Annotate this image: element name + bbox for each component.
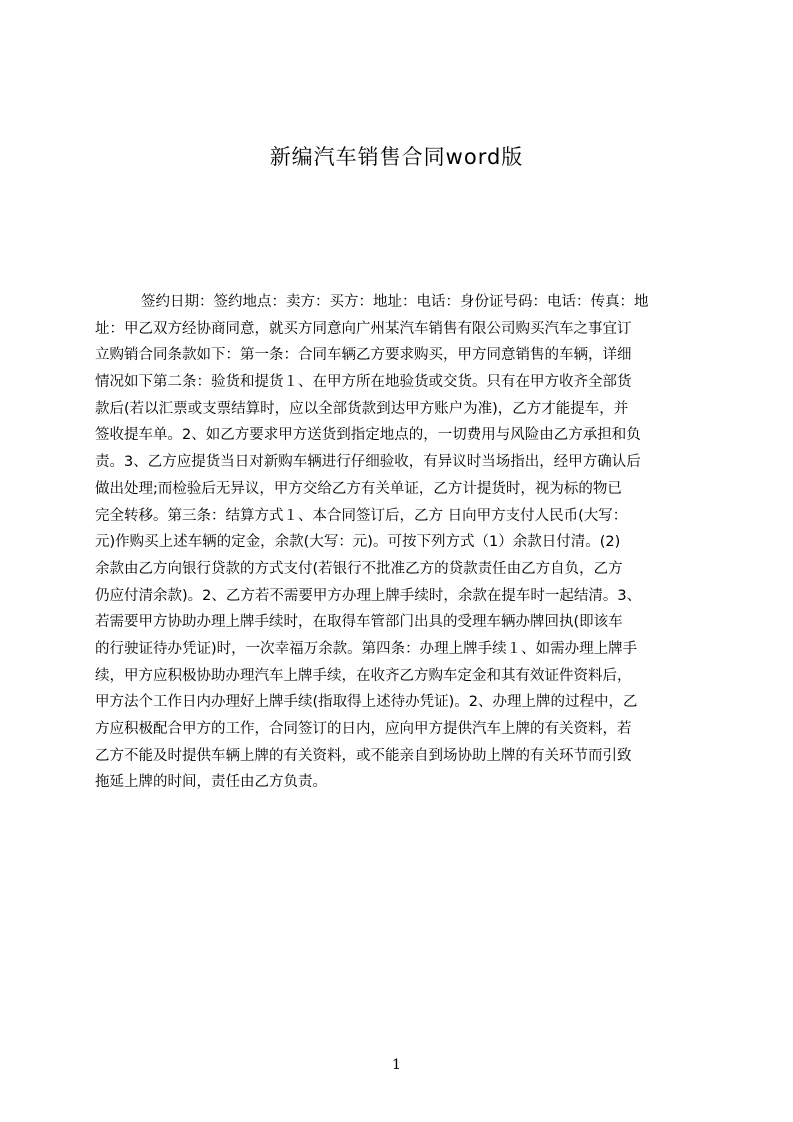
body-line: 拖延上牌的时间，责任由乙方负责。 <box>95 774 327 791</box>
body-line: 元)作购买上述车辆的定金，余款(大写：元)。可按下列方式（1）余款日付清。(2) <box>95 534 621 551</box>
body-line: 余款由乙方向银行贷款的方式支付(若银行不批准乙方的贷款责任由乙方自负，乙方 <box>95 560 623 577</box>
page-number: 1 <box>392 1057 401 1073</box>
body-line: 址：甲乙双方经协商同意，就买方同意向广州某汽车销售有限公司购买汽车之事宜订 <box>95 320 632 337</box>
body-line: 做出处理;而检验后无异议，甲方交给乙方有关单证，乙方计提货时，视为标的物已 <box>95 480 622 497</box>
body-line: 款后(若以汇票或支票结算时，应以全部货款到达甲方账户为准)，乙方才能提车，并 <box>95 400 629 417</box>
body-line: 续，甲方应积极协助办理汽车上牌手续，在收齐乙方购车定金和其有效证件资料后， <box>95 667 632 684</box>
body-line: 的行驶证待办凭证)时，一次幸福万余款。第四条：办理上牌手续１、如需办理上牌手 <box>95 640 638 657</box>
body-line: 情况如下第二条：验货和提货１、在甲方所在地验货或交货。只有在甲方收齐全部货 <box>95 374 632 391</box>
body-line: 签收提车单。2、如乙方要求甲方送货到指定地点的，一切费用与风险由乙方承担和负 <box>95 427 641 444</box>
body-line: 完全转移。第三条：结算方式１、本合同签订后，乙方 日向甲方支付人民币(大写： <box>95 507 628 524</box>
body-line: 责。3、乙方应提货当日对新购车辆进行仔细验收，有异议时当场指出，经甲方确认后 <box>95 454 641 471</box>
contract-body <box>95 289 698 801</box>
body-line: 仍应付清余款)。2、乙方若不需要甲方办理上牌手续时，余款在提车时一起结清。3、 <box>95 587 642 604</box>
body-line: 方应积极配合甲方的工作，合同签订的日内，应向甲方提供汽车上牌的有关资料，若 <box>95 721 632 737</box>
body-line: 甲方法个工作日内办理好上牌手续(指取得上述待办凭证)。2、办理上牌的过程中，乙 <box>95 694 638 711</box>
body-line: 乙方不能及时提供车辆上牌的有关资料，或不能亲自到场协助上牌的有关环节而引致 <box>95 747 632 764</box>
document-title: 新编汽车销售合同word版 <box>269 145 524 169</box>
body-line: 签约日期：签约地点：卖方：买方：地址：电话：身份证号码：电话：传真：地 <box>141 294 649 310</box>
body-line: 若需要甲方协助办理上牌手续时，在取得车管部门出具的受理车辆办牌回执(即该车 <box>95 614 623 631</box>
body-line: 立购销合同条款如下：第一条：合同车辆乙方要求购买，甲方同意销售的车辆，详细 <box>95 347 632 364</box>
